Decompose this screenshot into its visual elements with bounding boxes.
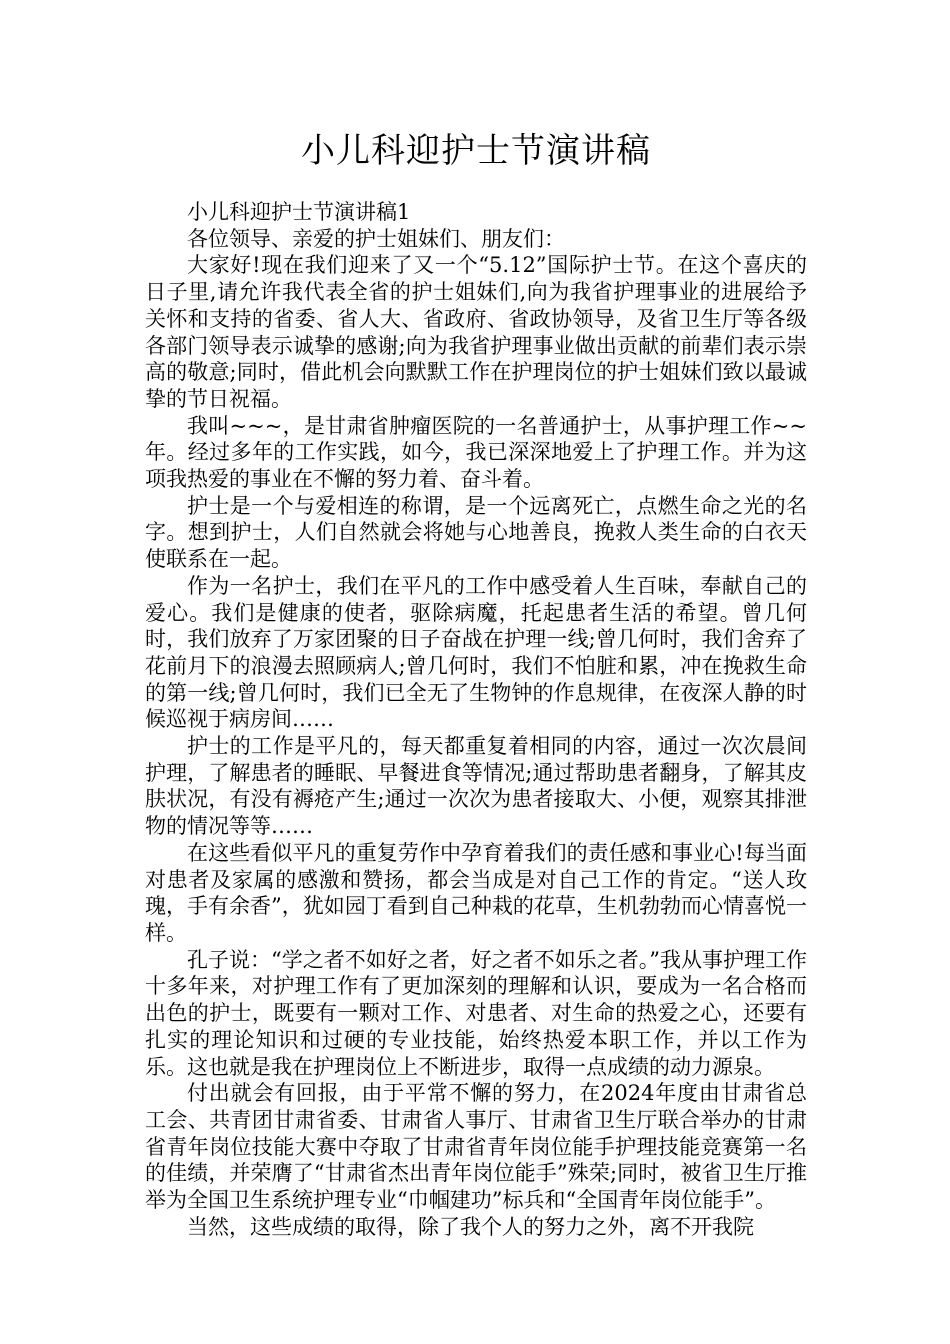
paragraph-dedication: 作为一名护士，我们在平凡的工作中感受着人生百味，奉献自己的爱心。我们是健康的使者，驱除病魔，托起患者生活的希望。曾几何时，我们放弃了万家团聚的日子奋战在护理一线;曾几何时，我们舍弃了花前月下的浪漫去照顾病人;曾几何时，我们不怕脏和累，冲在挽救生命的第一线;曾几何时，我们已全无了生物钟的作息规律，在夜深人静的时候巡视于病房间…… bbox=[145, 573, 807, 732]
paragraph-nurse-definition: 护士是一个与爱相连的称谓，是一个远离死亡，点燃生命之光的名字。想到护士，人们自然就会将她与心地善良，挽救人类生命的白衣天使联系在一起。 bbox=[145, 493, 807, 572]
paragraph-responsibility: 在这些看似平凡的重复劳作中孕育着我们的责任感和事业心!每当面对患者及家属的感激和赞扬，都会当成是对自己工作的肯定。“送人玫瑰，手有余香”，犹如园丁看到自己种栽的花草，生机勃勃而心情喜悦一样。 bbox=[145, 840, 807, 945]
document-page bbox=[145, 125, 807, 1240]
paragraph-confucius-quote: 孔子说：“学之者不如好之者，好之者不如乐之者。”我从事护理工作十多年来，对护理工作有了更加深刻的理解和认识，要成为一名合格而出色的护士，既要有一颗对工作、对患者、对生命的热爱之心，还要有扎实的理论知识和过硬的专业技能，始终热爱本职工作，并以工作为乐。这也就是我在护理岗位上不断进步，取得一点成绩的动力源泉。 bbox=[145, 947, 807, 1079]
paragraph-greeting: 大家好!现在我们迎来了又一个“5.12”国际护士节。在这个喜庆的日子里,请允许我代表全省的护士姐妹们,向为我省护理事业的进展给予关怀和支持的省委、省人大、省政府、省政协领导，及省卫生厅等各级各部门领导表示诚挚的感谢;向为我省护理事业做出贡献的前辈们表示崇高的敬意;同时，借此机会向默默工作在护理岗位的护士姐妹们致以最诚挚的节日祝福。 bbox=[145, 253, 807, 411]
paragraph-introduction: 我叫~~~，是甘肃省肿瘤医院的一名普通护士，从事护理工作~~年。经过多年的工作实践，如今，我已深深地爱上了护理工作。并为这项我热爱的事业在不懈的努力着、奋斗着。 bbox=[145, 413, 807, 492]
document-title: 小儿科迎护士节演讲稿 bbox=[301, 131, 651, 171]
paragraph-daily-work: 护士的工作是平凡的，每天都重复着相同的内容，通过一次次晨间护理，了解患者的睡眠、早餐进食等情况;通过帮助患者翻身，了解其皮肤状况，有没有褥疮产生;通过一次次为患者接取大、小便，观察其排泄物的情况等等…… bbox=[145, 734, 807, 839]
paragraph-acknowledgement: 当然，这些成绩的取得，除了我个人的努力之外，离不开我院 bbox=[187, 1214, 754, 1239]
document-body bbox=[145, 199, 807, 1240]
paragraph-salutation: 各位领导、亲爱的护士姐妹们、朋友们： bbox=[187, 226, 565, 251]
paragraph-achievements: 付出就会有回报，由于平常不懈的努力，在2024年度由甘肃省总工会、共青团甘肃省委、甘肃省人事厅、甘肃省卫生厅联合举办的甘肃省青年岗位技能大赛中夺取了甘肃省青年岗位能手护理技能竞赛第一名的佳绩，并荣膺了“甘肃省杰出青年岗位能手”殊荣;同时，被省卫生厅推举为全国卫生系统护理专业“巾帼建功”标兵和“全国青年岗位能手”。 bbox=[145, 1081, 807, 1213]
paragraph-subtitle: 小儿科迎护士节演讲稿1 bbox=[187, 200, 411, 224]
